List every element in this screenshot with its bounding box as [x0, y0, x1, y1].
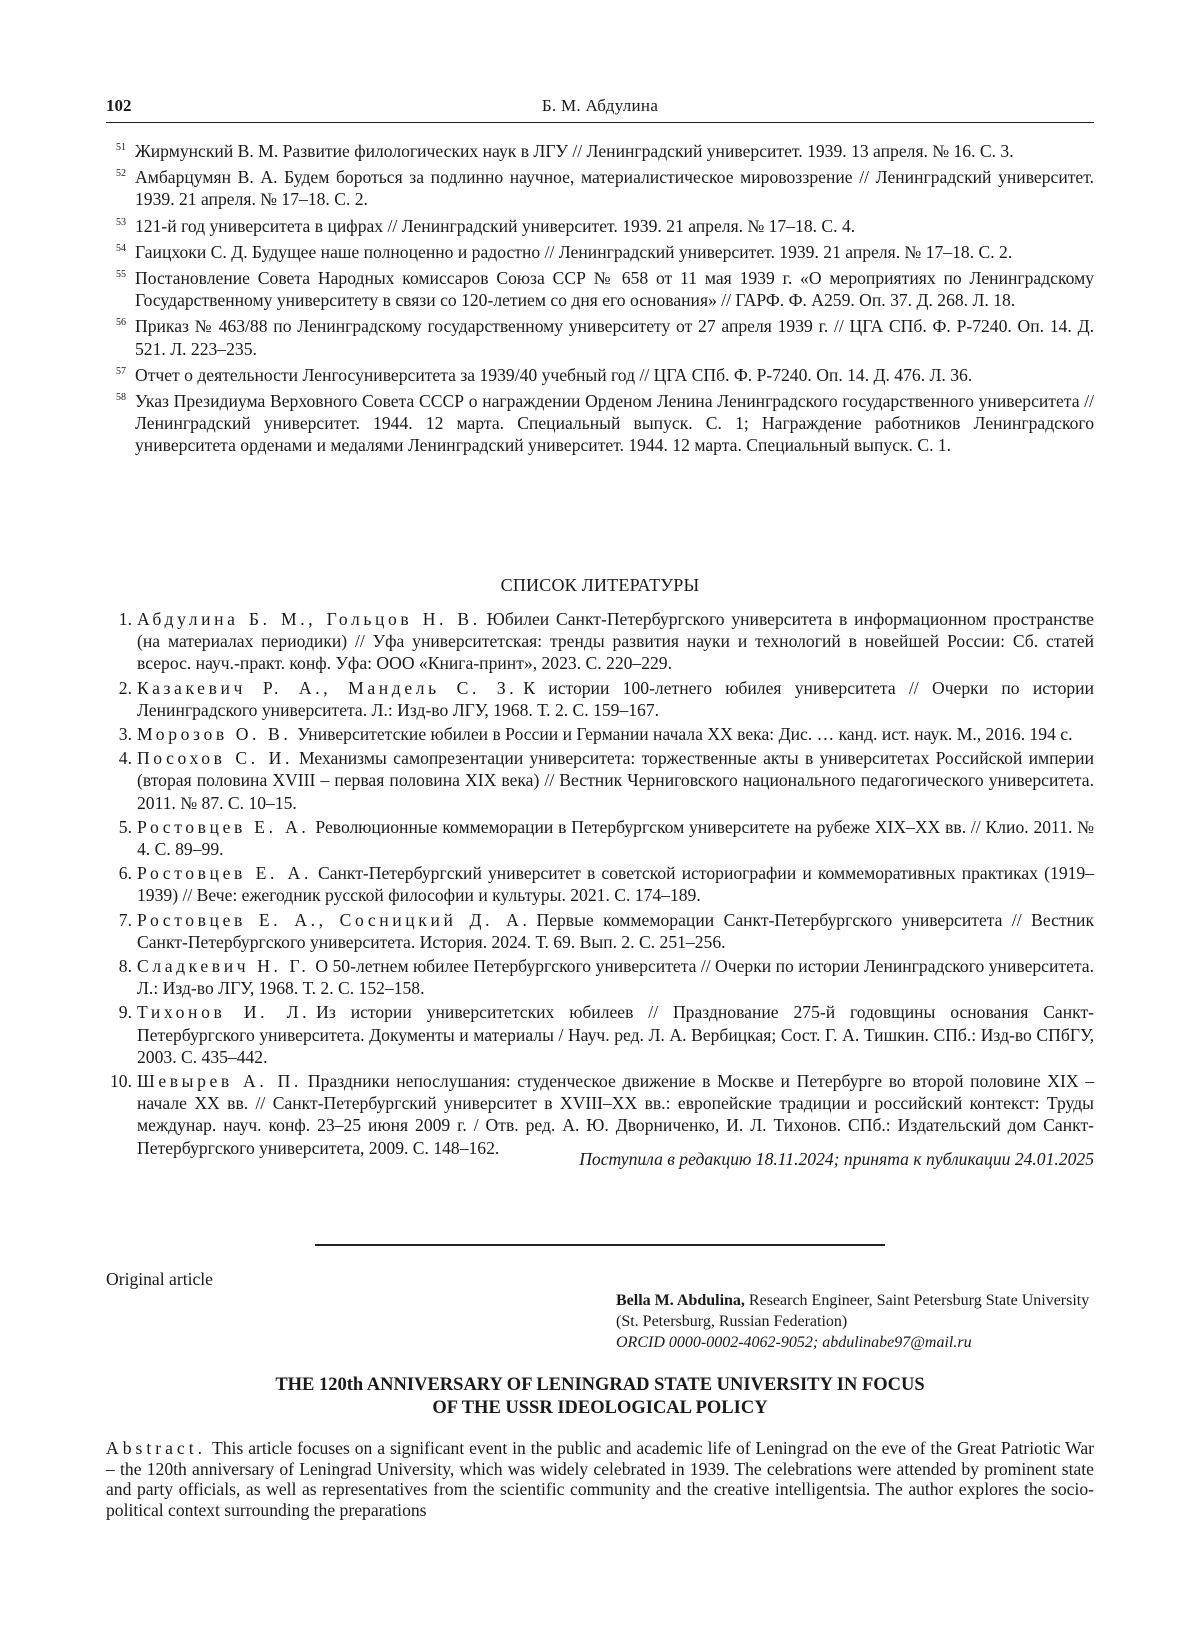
- footnote: [106, 241, 1094, 263]
- reference-authors: Ростовцев Е. А.: [137, 817, 309, 837]
- footnote-text: Гаицхоки С. Д. Будущее наше полноценно и радостно // Ленинградский университет. 1939. 21 апреля. № 17–18. С. 2.: [135, 242, 1012, 262]
- reference-number: 2.: [106, 677, 132, 699]
- reference-authors: Морозов О. В.: [137, 724, 291, 744]
- reference-authors: Абдулина Б. М., Гольцов Н. В.: [137, 609, 481, 629]
- footnote: [106, 390, 1094, 457]
- page-header: [106, 92, 1094, 123]
- reference-number: 5.: [106, 816, 132, 838]
- received-note: Поступила в редакцию 18.11.2024; принята к публикации 24.01.2025: [579, 1149, 1094, 1170]
- footnote: [106, 267, 1094, 311]
- reference-item: [106, 862, 1094, 906]
- reference-authors: Ростовцев Е. А.: [137, 863, 312, 883]
- reference-text: Санкт-Петербургский университет в советской историографии и коммеморативных практиках (1919–1939) // Вече: ежегодник русской философии и культуры. 2021. С. 174–189.: [137, 863, 1094, 905]
- reference-number: 4.: [106, 747, 132, 769]
- abstract-text: This article focuses on a significant event in the public and academic life of Leningrad on the eve of the Great Patriotic War – the 120th anniversary of Leningrad University, which was widely celebrated in 1939. The celebrations were attended by prominent state and party officials, as well as representatives from the scientific community and the creative intelligentsia. The author explores the socio-political context surrounding the preparations: [106, 1438, 1094, 1520]
- running-head: Б. М. Абдулина: [106, 96, 1094, 116]
- reference-item: [106, 608, 1094, 675]
- reference-item: [106, 723, 1094, 745]
- footnote: [106, 364, 1094, 386]
- title-line: OF THE USSR IDEOLOGICAL POLICY: [106, 1397, 1094, 1420]
- reference-text: Механизмы самопрезентации университета: торжественные акты в университетах Российской империи (вторая половина XVIII – первая половина XIX века) // Вестник Черниговского национального педагогического университета. 2011. № 87. С. 10–15.: [137, 748, 1094, 812]
- footnote-text: Приказ № 463/88 по Ленинградскому государственному университету от 27 апреля 1939 г. // ЦГА СПб. Ф. Р-7240. Оп. 14. Д. 521. Л. 223–235.: [135, 316, 1094, 358]
- reference-item: [106, 677, 1094, 721]
- author-name: Bella M. Abdulina,: [616, 1292, 745, 1309]
- footnote-text: Амбарцумян В. А. Будем бороться за подлинно научное, материалистическое мировоззрение // Ленинградский университет. 1939. 21 апреля. № 17–18. С. 2.: [135, 167, 1094, 209]
- footnote-text: 121-й год университета в цифрах // Ленинградский университет. 1939. 21 апреля. № 17–18. С. 4.: [135, 216, 855, 236]
- footnote: [106, 215, 1094, 237]
- author-info: [616, 1290, 1094, 1353]
- page-number: 102: [106, 96, 132, 116]
- reference-number: 1.: [106, 608, 132, 630]
- reference-text: О 50-летнем юбилее Петербургского университета // Очерки по истории Ленинградского университета. Л.: Изд-во ЛГУ, 1968. Т. 2. С. 152–158.: [137, 956, 1094, 998]
- footnote-number: 56: [116, 312, 126, 334]
- footnote-number: 58: [116, 387, 126, 409]
- reference-authors: Ростовцев Е. А., Сосницкий Д. А.: [137, 910, 530, 930]
- reference-authors: Тихонов И. Л.: [137, 1002, 310, 1022]
- reference-item: [106, 1070, 1094, 1159]
- reference-number: 6.: [106, 862, 132, 884]
- abstract-label: Abstract.: [106, 1438, 206, 1458]
- footnote-text: Постановление Совета Народных комиссаров Союза ССР № 658 от 11 мая 1939 г. «О мероприятиях по Ленинградскому Государственному университету в связи со 120-летием со дня его основания» // ГАРФ. Ф. А259. Оп. 37. Д. 268. Л. 18.: [135, 268, 1094, 310]
- footnote: [106, 166, 1094, 210]
- reference-authors: Посохов С. И.: [137, 748, 293, 768]
- reference-number: 8.: [106, 955, 132, 977]
- reference-text: Юбилеи Санкт-Петербургского университета в информационном пространстве (на материалах периодики) // Уфа университетская: тренды развития науки и технологий в новейшей России: Сб. статей всерос. науч.-практ. конф. Уфа: ООО «Книга-принт», 2023. С. 220–229.: [137, 609, 1094, 673]
- footnote-text: Отчет о деятельности Ленгосуниверситета за 1939/40 учебный год // ЦГА СПб. Ф. Р-7240. Оп. 14. Д. 476. Л. 36.: [135, 365, 972, 385]
- reference-text: К истории 100-летнего юбилея университета // Очерки по истории Ленинградского университета. Л.: Изд-во ЛГУ, 1968. Т. 2. С. 159–167.: [137, 678, 1094, 720]
- references-heading: СПИСОК ЛИТЕРАТУРЫ: [106, 575, 1094, 596]
- reference-text: Из истории университетских юбилеев // Празднование 275-й годовщины основания Санкт-Петербургского университета. Документы и материалы / Науч. ред. Л. А. Вербицкая; Сост. Г. А. Тишкин. СПб.: Изд-во СПбГУ, 2003. С. 435–442.: [137, 1002, 1094, 1066]
- abstract: [106, 1438, 1094, 1520]
- article-title: [106, 1374, 1094, 1420]
- footnote-number: 57: [116, 361, 126, 383]
- reference-text: Первые коммеморации Санкт-Петербургского университета // Вестник Санкт-Петербургского университета. История. 2024. Т. 69. Вып. 2. С. 251–256.: [137, 910, 1094, 952]
- author-contact: ORCID 0000-0002-4062-9052; abdulinabe97@mail.ru: [616, 1334, 972, 1351]
- reference-number: 9.: [106, 1001, 132, 1023]
- reference-text: Праздники непослушания: студенческое движение в Москве и Петербурге во второй половине XIX – начале XX вв. // Санкт-Петербургский университет в XVIII–XX вв.: европейские традиции и российский контекст: Труды междунар. науч. конф. 23–25 июня 2009 г. / Отв. ред. А. Ю. Дворниченко, И. Л. Тихонов. СПб.: Издательский дом Санкт-Петербургского университета, 2009. С. 148–162.: [137, 1071, 1094, 1158]
- section-divider: [315, 1244, 885, 1246]
- reference-text: Университетские юбилеи в России и Германии начала XX века: Дис. … канд. ист. наук. М., 2016. 194 с.: [297, 724, 1072, 744]
- reference-number: 7.: [106, 909, 132, 931]
- title-line: THE 120th ANNIVERSARY OF LENINGRAD STATE UNIVERSITY IN FOCUS: [106, 1374, 1094, 1397]
- article-type: Original article: [106, 1269, 213, 1290]
- reference-authors: Шевырев А. П.: [137, 1071, 302, 1091]
- reference-item: [106, 1001, 1094, 1068]
- footnote-number: 51: [116, 137, 126, 159]
- footnote-number: 52: [116, 163, 126, 185]
- footnote-number: 53: [116, 212, 126, 234]
- references-list: [106, 608, 1094, 1161]
- author-affiliation: Research Engineer, Saint Petersburg State University (St. Petersburg, Russian Federation): [616, 1292, 1089, 1330]
- reference-text: Революционные коммеморации в Петербургском университете на рубеже XIX–XX вв. // Клио. 2011. № 4. С. 89–99.: [137, 817, 1094, 859]
- reference-number: 10.: [106, 1070, 132, 1092]
- footnote-text: Жирмунский В. М. Развитие филологических наук в ЛГУ // Ленинградский университет. 1939. 13 апреля. № 16. С. 3.: [135, 141, 1014, 161]
- footnote: [106, 140, 1094, 162]
- reference-number: 3.: [106, 723, 132, 745]
- footnotes: [106, 140, 1094, 461]
- reference-item: [106, 816, 1094, 860]
- footnote-number: 55: [116, 264, 126, 286]
- footnote: [106, 315, 1094, 359]
- reference-item: [106, 747, 1094, 814]
- footnote-number: 54: [116, 238, 126, 260]
- footnote-text: Указ Президиума Верховного Совета СССР о награждении Орденом Ленина Ленинградского государственного университета // Ленинградский университет. 1944. 12 марта. Специальный выпуск. С. 1; Награждение работников Ленинградского университета орденами и медалями Ленинградский университет. 1944. 12 марта. Специальный выпуск. С. 1.: [135, 391, 1094, 455]
- reference-authors: Казакевич Р. А., Мандель С. З.: [137, 678, 517, 698]
- reference-item: [106, 909, 1094, 953]
- reference-item: [106, 955, 1094, 999]
- reference-authors: Сладкевич Н. Г.: [137, 956, 309, 976]
